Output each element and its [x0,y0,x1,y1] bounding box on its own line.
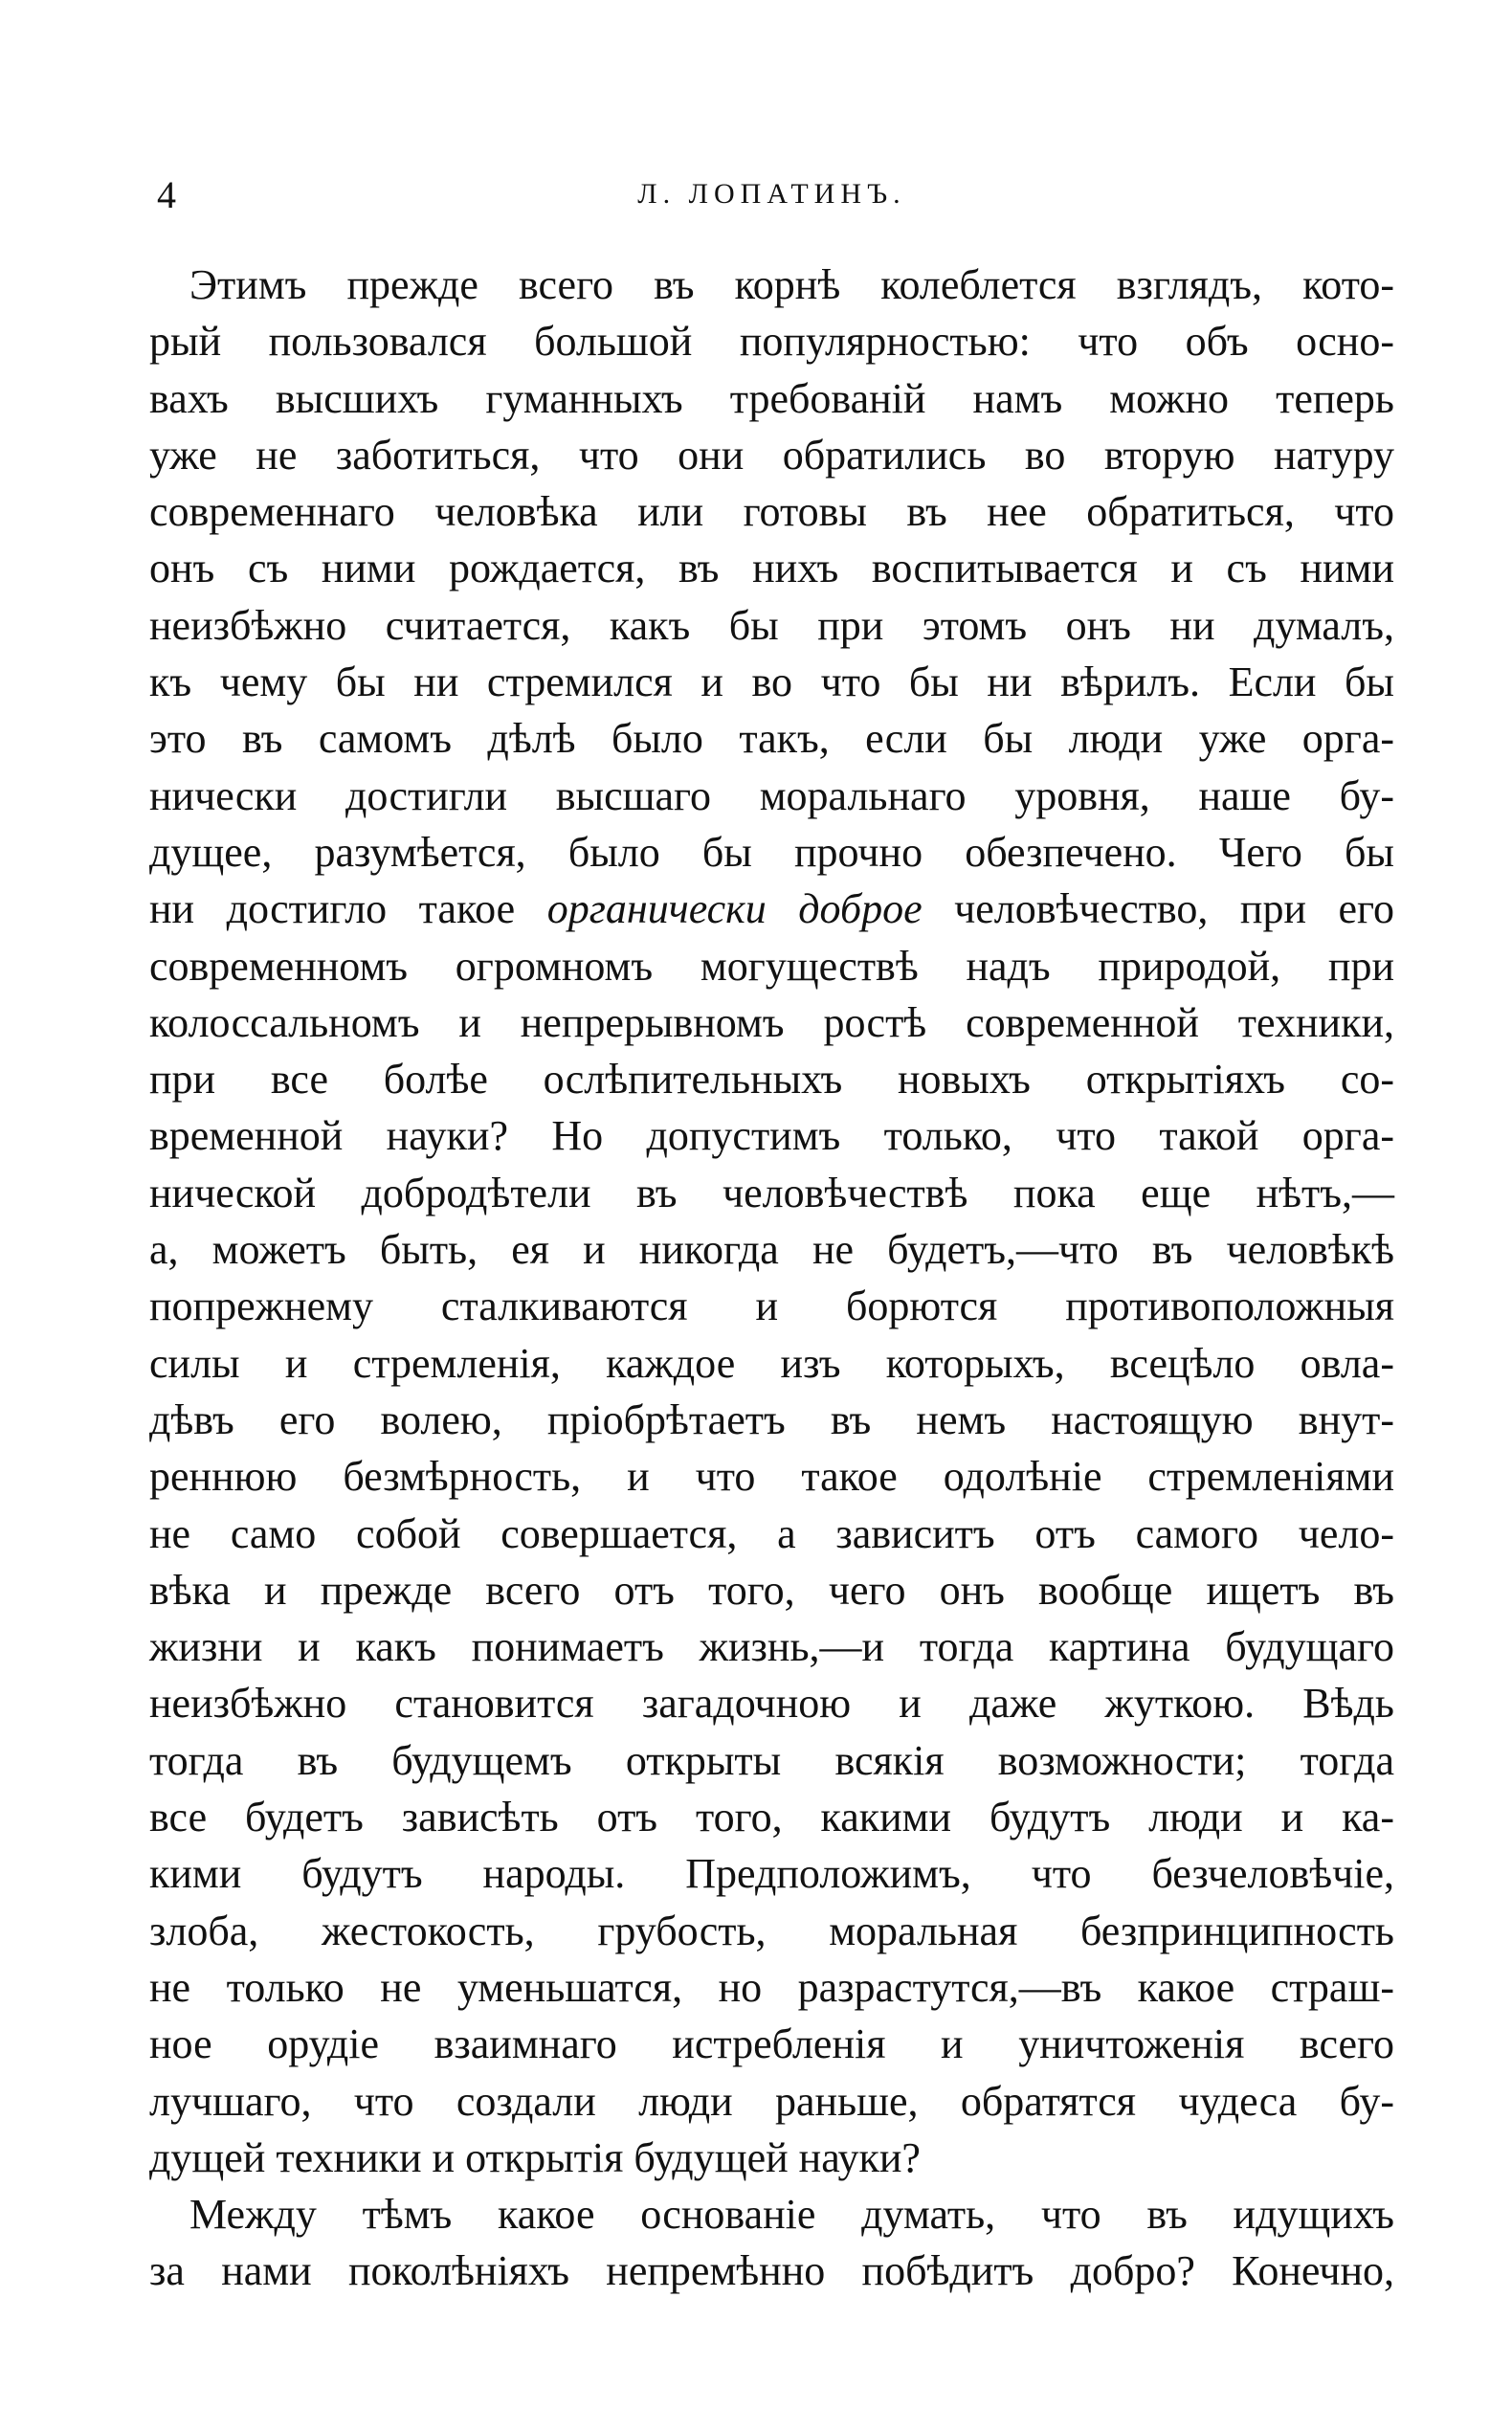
text-line: уже не заботиться, что они обратились во вторую натуру [149,431,1394,479]
text-line: неизбѣжно становится загадочною и даже жуткою. Вѣдь [149,1680,1394,1728]
text-line: временной науки? Но допустимъ только, что такой орга- [149,1112,1394,1160]
text-line [149,881,1394,937]
text-line: онъ съ ними рождается, въ нихъ воспитывается и съ ними [149,545,1394,592]
text-line: вѣка и прежде всего отъ того, чего онъ вообще ищетъ въ [149,1566,1394,1614]
text-line: нической добродѣтели въ человѣчествѣ пока еще нѣтъ,— [149,1169,1394,1216]
text-line: вахъ высшихъ гуманныхъ требованій намъ можно теперь [149,374,1394,422]
text-line: Этимъ прежде всего въ корнѣ колеблется взглядъ, кото- [189,261,1394,308]
text-span: ни достигло такое [149,885,516,933]
text-line: все будетъ зависѣть отъ того, какими будутъ люди и ка- [149,1794,1394,1841]
text-line: злоба, жестокость, грубость, моральная безпринципность [149,1907,1394,1954]
text-line: тогда въ будущемъ открыты всякія возможности; тогда [149,1736,1394,1784]
page-body [149,257,1394,2300]
text-line: лучшаго, что создали люди раньше, обратятся чудеса бу- [149,2077,1394,2125]
text-line: современномъ огромномъ могуществѣ надъ природой, при [149,942,1394,990]
page-header [149,172,1394,220]
text-line: кими будутъ народы. Предположимъ, что безчеловѣчіе, [149,1850,1394,1898]
text-line: Между тѣмъ какое основаніе думать, что въ идущихъ [189,2191,1394,2239]
text-line: жизни и какъ понимаетъ жизнь,—и тогда картина будущаго [149,1623,1394,1671]
text-line: за нами поколѣніяхъ непремѣнно побѣдитъ добро? Конечно, [149,2247,1394,2295]
text-line: это въ самомъ дѣлѣ было такъ, если бы люди уже орга- [149,715,1394,763]
text-line: не само собой совершается, а зависитъ отъ самого чело- [149,1509,1394,1557]
text-line: при все болѣе ослѣпительныхъ новыхъ открытіяхъ со- [149,1056,1394,1104]
text-line: дѣвъ его волею, пріобрѣтаетъ въ немъ настоящую внут- [149,1395,1394,1443]
text-line: не только не уменьшатся, но разрастутся,—въ какое страш- [149,1963,1394,2011]
text-line: современнаго человѣка или готовы въ нее обратиться, что [149,488,1394,536]
running-title: Л. ЛОПАТИНЪ. [637,178,906,210]
text-line: колоссальномъ и непрерывномъ ростѣ современной техники, [149,998,1394,1046]
text-line: нически достигли высшаго моральнаго уровня, наше бу- [149,771,1394,819]
text-line: силы и стремленія, каждое изъ которыхъ, всецѣло овла- [149,1339,1394,1387]
italic-emphasis: органически доброе [546,885,923,933]
text-line: дущей техники и открытія будущей науки? [149,2133,921,2181]
text-line: къ чему бы ни стремился и во что бы ни вѣрилъ. Если бы [149,658,1394,706]
text-line: неизбѣжно считается, какъ бы при этомъ онъ ни думалъ, [149,601,1394,649]
text-line: ное орудіе взаимнаго истребленія и уничтоженія всего [149,2020,1394,2068]
text-line: дущее, разумѣется, было бы прочно обезпечено. Чего бы [149,828,1394,876]
text-line: рый пользовался большой популярностью: что объ осно- [149,318,1394,366]
page-number: 4 [157,173,176,216]
text-line: а, можетъ быть, ея и никогда не будетъ,—что въ человѣкѣ [149,1226,1394,1274]
text-span: человѣчество, при его [954,885,1394,933]
text-line: попрежнему сталкиваются и борются противоположныя [149,1283,1394,1330]
text-line: реннюю безмѣрность, и что такое одолѣніе стремленіями [149,1453,1394,1501]
